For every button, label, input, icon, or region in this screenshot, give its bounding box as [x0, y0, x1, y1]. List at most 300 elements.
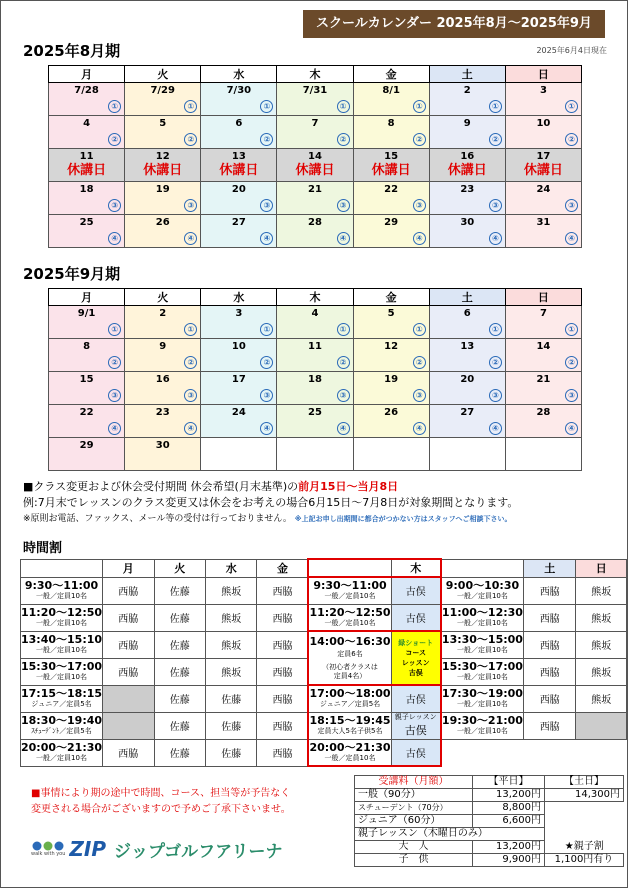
- timetable-title: 時間割: [23, 541, 63, 556]
- week-number-badge: ④: [260, 232, 273, 245]
- calendar-day: [429, 438, 505, 471]
- day-number: 28: [308, 217, 322, 228]
- slot-note: （初心者クラスは: [322, 662, 378, 671]
- day-number: 23: [155, 407, 170, 418]
- week-number-badge: ①: [565, 100, 578, 113]
- instructor: 佐藤: [154, 604, 205, 631]
- calendar-day: [49, 116, 125, 149]
- time-range: 20:00～21:30: [21, 741, 103, 754]
- course-name: コース: [405, 649, 427, 657]
- time-range: 20:00～21:30: [309, 740, 391, 754]
- calendar-day: [277, 83, 353, 116]
- calendar-day: [125, 372, 201, 405]
- day-number: 7/31: [302, 85, 328, 96]
- fee-general-label: 一般（90分）: [355, 789, 473, 802]
- day-number: 5: [387, 308, 395, 319]
- instructor: 熊坂: [206, 631, 257, 658]
- calendar-day: [49, 438, 125, 471]
- weekday-header: 日: [505, 66, 581, 83]
- calendar-day: [125, 405, 201, 438]
- instructor: 西脇: [523, 658, 575, 685]
- day-number: 30: [155, 440, 170, 451]
- calendar-day: [505, 116, 581, 149]
- holiday-label: 休講日: [67, 163, 107, 178]
- timetable: [20, 558, 627, 767]
- time-range: 13:40～15:10: [21, 633, 103, 646]
- day-number: 3: [235, 308, 243, 319]
- weekday-header: 金: [353, 66, 429, 83]
- fee-adult-weekday: 13,200円: [473, 841, 545, 854]
- course-name: レッスン: [401, 659, 430, 667]
- instructor: 佐藤: [154, 739, 205, 766]
- week-number-badge: ②: [337, 356, 350, 369]
- time-slot: [21, 739, 103, 766]
- instructor: 古俣: [408, 669, 423, 677]
- day-number: 22: [384, 184, 399, 195]
- slot-capacity: 定員6名: [337, 649, 363, 658]
- fee-discount-value: 1,100円有り: [545, 854, 624, 867]
- week-number-badge: ①: [260, 100, 273, 113]
- instructor: 熊坂: [206, 577, 257, 604]
- slot-note: 定員4名）: [333, 671, 367, 680]
- instructor: 西脇: [257, 577, 309, 604]
- time-slot: [308, 685, 391, 712]
- instructor: 西脇: [257, 631, 309, 658]
- calendar-day: [125, 215, 201, 248]
- day-number: 22: [79, 407, 94, 418]
- time-range: 9:30～11:00: [24, 579, 99, 592]
- calendar-day: [49, 339, 125, 372]
- day-number: 2: [463, 85, 471, 96]
- calendar-day: [49, 306, 125, 339]
- week-number-badge: ①: [413, 323, 426, 336]
- week-number-badge: ①: [337, 323, 350, 336]
- calendar-day: [49, 149, 125, 182]
- day-number: 11: [308, 341, 322, 352]
- calendar-day: [125, 182, 201, 215]
- calendar-day: [429, 339, 505, 372]
- week-number-badge: ②: [184, 133, 197, 146]
- calendar-day: [429, 149, 505, 182]
- contact-note: ※原則お電話、ファックス、メール等の受付は行っておりません。 ※上記お申し出期間に都合がつかない方はスタッフへご相談下さい。: [23, 514, 512, 524]
- week-number-badge: ①: [337, 100, 350, 113]
- time-range: 15:30～17:00: [441, 660, 523, 673]
- holiday-label: 休講日: [523, 163, 563, 178]
- slot-capacity: 一般／定員10名: [36, 754, 87, 762]
- day-number: 28: [536, 407, 551, 418]
- day-number: 20: [460, 374, 475, 385]
- slot-capacity: 一般／定員10名: [456, 646, 508, 654]
- change-period-note: ■クラス変更および休会受付期間 休会希望(月末基準)の前月15日～当月8日: [23, 480, 399, 493]
- week-number-badge: ④: [108, 422, 121, 435]
- day-number: 16: [460, 151, 475, 162]
- instructor: 佐藤: [154, 685, 205, 712]
- day-header: 月: [103, 559, 154, 577]
- logo-drops-icon: [31, 841, 65, 851]
- instructor: 西脇: [523, 577, 575, 604]
- day-number: 20: [231, 184, 246, 195]
- day-number: 13: [460, 341, 475, 352]
- day-number: 8: [387, 118, 395, 129]
- day-number: 9/1: [77, 308, 96, 319]
- calendar-day: [201, 405, 277, 438]
- week-number-badge: ②: [489, 133, 502, 146]
- change-notice: ■事情により期の途中で時間、コース、担当等が予告なく 変更される場合がございますので予めご了承下さいませ。: [31, 788, 291, 815]
- instructor: 西脇: [103, 604, 154, 631]
- calendar-day: [201, 306, 277, 339]
- calendar-day: [125, 438, 201, 471]
- instructor: 西脇: [103, 577, 154, 604]
- calendar-day: [49, 215, 125, 248]
- day-number: 7/28: [74, 85, 99, 96]
- week-number-badge: ④: [489, 232, 502, 245]
- calendar-day: [201, 438, 277, 471]
- time-range: 18:15～19:45: [309, 714, 391, 727]
- weekday-header: 月: [49, 66, 125, 83]
- week-number-badge: ①: [260, 323, 273, 336]
- fee-general-weekend: 14,300円: [545, 789, 624, 802]
- logo-mark: [31, 841, 65, 857]
- instructor: 西脇: [257, 739, 309, 766]
- time-range: 14:00～16:30: [309, 634, 391, 648]
- day-header: 日: [576, 559, 627, 577]
- weekday-header: 金: [353, 289, 429, 306]
- instructor: 西脇: [103, 631, 154, 658]
- fee-table: [354, 775, 624, 867]
- day-number: 16: [155, 374, 170, 385]
- instructor: 熊坂: [576, 658, 627, 685]
- day-number: 10: [231, 341, 246, 352]
- instructor: 佐藤: [206, 739, 257, 766]
- sep-period-title: 2025年9月期: [23, 265, 121, 283]
- week-number-badge: ②: [413, 133, 426, 146]
- week-number-badge: ④: [565, 422, 578, 435]
- week-number-badge: ③: [108, 389, 121, 402]
- instructor: 西脇: [257, 658, 309, 685]
- day-number: 27: [460, 407, 475, 418]
- week-number-badge: ③: [489, 389, 502, 402]
- time-slot: [308, 604, 391, 631]
- fee-junior-weekday: 6,600円: [473, 815, 545, 828]
- logo-tagline: walk with you: [31, 851, 66, 857]
- calendar-day: [277, 405, 353, 438]
- day-number: 12: [155, 151, 170, 162]
- calendar-day: [353, 438, 429, 471]
- calendar-day: [49, 182, 125, 215]
- time-slot: [21, 712, 103, 739]
- weekday-header: 木: [277, 66, 353, 83]
- day-header: 土: [523, 559, 575, 577]
- calendar-day: [429, 215, 505, 248]
- calendar-day: [277, 182, 353, 215]
- week-number-badge: ①: [108, 100, 121, 113]
- week-number-badge: ②: [413, 356, 426, 369]
- week-number-badge: ②: [108, 356, 121, 369]
- time-slot: [441, 577, 524, 604]
- instructor: 西脇: [257, 685, 309, 712]
- day-number: 14: [536, 341, 551, 352]
- time-slot: [308, 577, 391, 604]
- day-number: 7/30: [226, 85, 252, 96]
- calendar-day: [277, 116, 353, 149]
- calendar-day: [505, 182, 581, 215]
- week-number-badge: ①: [108, 323, 121, 336]
- day-number: 24: [536, 184, 551, 195]
- day-number: 17: [231, 374, 246, 385]
- calendar-day: [277, 339, 353, 372]
- slot-capacity: ｽﾁｭｰﾃﾞﾝﾄ／定員5名: [31, 727, 92, 735]
- weekday-header: 土: [429, 66, 505, 83]
- time-slot: [21, 685, 103, 712]
- calendar-day: [277, 372, 353, 405]
- week-number-badge: ②: [108, 133, 121, 146]
- calendar-day: [353, 405, 429, 438]
- weekday-header: 【平日】: [473, 776, 545, 789]
- day-number: 31: [536, 217, 551, 228]
- calendar-day: [353, 116, 429, 149]
- calendar-day: [277, 306, 353, 339]
- holiday-label: 休講日: [143, 163, 183, 178]
- week-number-badge: ②: [260, 356, 273, 369]
- weekday-header: 日: [505, 289, 581, 306]
- weekday-header: 月: [49, 289, 125, 306]
- week-number-badge: ③: [184, 199, 197, 212]
- slot-capacity: 一般／定員10名: [456, 619, 508, 627]
- calendar-day: [125, 306, 201, 339]
- slot-capacity: 一般／定員10名: [324, 618, 376, 627]
- calendar-day: [353, 306, 429, 339]
- aug-period-title: 2025年8月期: [23, 42, 121, 60]
- fee-junior-label: ジュニア（60分）: [355, 815, 473, 828]
- slot-capacity: 一般／定員10名: [36, 673, 87, 681]
- time-slot: [441, 685, 524, 712]
- day-number: 9: [159, 341, 167, 352]
- week-number-badge: ③: [108, 199, 121, 212]
- instructor: 熊坂: [576, 685, 627, 712]
- fee-adult-label: 大 人: [355, 841, 473, 854]
- week-number-badge: ④: [184, 422, 197, 435]
- course-name: 親子レッスン: [394, 713, 437, 721]
- day-number: 29: [79, 440, 94, 451]
- calendar-day: [49, 405, 125, 438]
- sep-calendar: [48, 288, 582, 471]
- calendar-day: [505, 83, 581, 116]
- week-number-badge: ④: [489, 422, 502, 435]
- calendar-day: [277, 215, 353, 248]
- calendar-day: [201, 83, 277, 116]
- calendar-day: [505, 372, 581, 405]
- week-number-badge: ④: [108, 232, 121, 245]
- week-number-badge: ④: [184, 232, 197, 245]
- calendar-day: [429, 116, 505, 149]
- time-range: 11:20～12:50: [21, 606, 103, 619]
- calendar-day: [201, 372, 277, 405]
- calendar-day: [505, 405, 581, 438]
- calendar-day: [429, 405, 505, 438]
- holiday-label: 休講日: [447, 163, 487, 178]
- week-number-badge: ③: [565, 199, 578, 212]
- calendar-day: [277, 149, 353, 182]
- as-of-date: 2025年6月4日現在: [536, 46, 607, 55]
- day-number: 18: [308, 374, 322, 385]
- time-slot: [308, 712, 391, 739]
- logo-name: ジップゴルフアリーナ: [114, 841, 283, 862]
- week-number-badge: ①: [413, 100, 426, 113]
- calendar-day: [125, 339, 201, 372]
- week-number-badge: ③: [337, 389, 350, 402]
- day-number: 7: [539, 308, 547, 319]
- week-number-badge: ③: [489, 199, 502, 212]
- week-number-badge: ④: [413, 232, 426, 245]
- instructor: 熊坂: [576, 577, 627, 604]
- time-range: 18:30～19:40: [21, 714, 103, 727]
- short-course-slot: [308, 631, 391, 685]
- instructor: 西脇: [523, 712, 575, 739]
- weekday-header: 木: [277, 289, 353, 306]
- time-slot: [21, 577, 103, 604]
- time-slot: [21, 658, 103, 685]
- day-number: 6: [235, 118, 243, 129]
- calendar-day: [353, 339, 429, 372]
- calendar-day: [505, 149, 581, 182]
- day-number: 29: [384, 217, 399, 228]
- instructor: 西脇: [523, 631, 575, 658]
- fee-discount-label: ★親子割: [564, 840, 604, 852]
- time-range: 17:15～18:15: [21, 687, 103, 700]
- fee-general-weekday: 13,200円: [473, 789, 545, 802]
- course-name: 緑ショート: [398, 639, 434, 647]
- calendar-day: [429, 372, 505, 405]
- week-number-badge: ②: [565, 133, 578, 146]
- day-number: 24: [231, 407, 246, 418]
- day-number: 14: [308, 151, 322, 162]
- week-number-badge: ③: [260, 389, 273, 402]
- time-range: 9:00～10:30: [445, 579, 520, 592]
- week-number-badge: ①: [489, 100, 502, 113]
- week-number-badge: ②: [260, 133, 273, 146]
- logo: [31, 835, 283, 863]
- slot-capacity: 一般／定員10名: [324, 592, 376, 601]
- fee-child-weekday: 9,900円: [473, 854, 545, 867]
- instructor: 佐藤: [154, 631, 205, 658]
- calendar-day: [505, 339, 581, 372]
- week-number-badge: ③: [260, 199, 273, 212]
- slot-capacity: ジュニア／定員5名: [319, 700, 381, 709]
- day-number: 8: [83, 341, 91, 352]
- week-number-badge: ③: [337, 199, 350, 212]
- week-number-badge: ②: [184, 356, 197, 369]
- instructor: 熊坂: [576, 631, 627, 658]
- calendar-day: [277, 438, 353, 471]
- weekday-header: 土: [429, 289, 505, 306]
- day-header: 火: [154, 559, 205, 577]
- day-number: 6: [463, 308, 471, 319]
- week-number-badge: ③: [413, 199, 426, 212]
- calendar-day: [353, 83, 429, 116]
- calendar-day: [429, 83, 505, 116]
- holiday-label: 休講日: [295, 163, 335, 178]
- calendar-day: [353, 372, 429, 405]
- calendar-day: [49, 372, 125, 405]
- weekday-header: 火: [125, 66, 201, 83]
- instructor: 西脇: [523, 604, 575, 631]
- calendar-day: [49, 83, 125, 116]
- fee-child-label: 子 供: [355, 854, 473, 867]
- instructor: 古俣: [391, 739, 441, 766]
- day-number: 15: [79, 374, 94, 385]
- instructor: 西脇: [523, 685, 575, 712]
- week-number-badge: ④: [413, 422, 426, 435]
- instructor: 古俣: [391, 577, 441, 604]
- calendar-day: [505, 438, 581, 471]
- time-range: 11:20～12:50: [309, 605, 391, 619]
- calendar-day: [505, 306, 581, 339]
- day-number: 23: [460, 184, 475, 195]
- time-slot: [441, 712, 524, 739]
- day-number: 17: [536, 151, 551, 162]
- weekday-header: 水: [201, 289, 277, 306]
- slot-capacity: 一般／定員10名: [456, 673, 508, 681]
- example-note: 例:7月末でレッスンのクラス変更又は休会をお考えの場合6月15日～7月8日が対象期間となります。: [23, 496, 519, 509]
- calendar-day: [353, 215, 429, 248]
- weekend-header: 【土日】: [545, 776, 624, 789]
- calendar-day: [125, 83, 201, 116]
- time-range: 19:30～21:00: [441, 714, 523, 727]
- instructor: 西脇: [257, 712, 309, 739]
- instructor: 熊坂: [206, 604, 257, 631]
- fee-parentchild-label: 親子レッスン（木曜日のみ）: [355, 828, 545, 841]
- instructor: 古俣: [404, 724, 427, 737]
- week-number-badge: ④: [337, 422, 350, 435]
- instructor: 佐藤: [206, 712, 257, 739]
- instructor: 熊坂: [576, 604, 627, 631]
- slot-capacity: 定員大人5名子供5名: [317, 727, 383, 735]
- instructor: 熊坂: [206, 658, 257, 685]
- logo-wordmark: ZIP: [69, 837, 107, 861]
- short-course-label: [391, 631, 441, 685]
- day-number: 10: [536, 118, 551, 129]
- week-number-badge: ③: [184, 389, 197, 402]
- day-header: 水: [206, 559, 257, 577]
- instructor: 西脇: [103, 658, 154, 685]
- week-number-badge: ③: [413, 389, 426, 402]
- slot-capacity: 一般／定員10名: [36, 619, 87, 627]
- day-number: 4: [83, 118, 91, 129]
- day-number: 19: [384, 374, 399, 385]
- week-number-badge: ④: [565, 232, 578, 245]
- week-number-badge: ④: [337, 232, 350, 245]
- week-number-badge: ②: [489, 356, 502, 369]
- calendar-day: [201, 339, 277, 372]
- time-slot: [441, 631, 524, 658]
- day-number: 25: [79, 217, 94, 228]
- time-range: 17:00～18:00: [309, 687, 391, 701]
- holiday-label: 休講日: [371, 163, 411, 178]
- time-range: 13:30～15:00: [441, 633, 523, 646]
- weekday-header: 水: [201, 66, 277, 83]
- day-number: 25: [308, 407, 322, 418]
- parent-child-slot: [391, 712, 441, 739]
- slot-capacity: 一般／定員10名: [36, 592, 87, 600]
- day-number: 5: [159, 118, 167, 129]
- day-number: 12: [384, 341, 399, 352]
- calendar-day: [201, 182, 277, 215]
- time-slot: [21, 631, 103, 658]
- instructor: 佐藤: [206, 685, 257, 712]
- instructor: 古俣: [391, 604, 441, 631]
- calendar-day: [353, 149, 429, 182]
- fee-student-weekday: 8,800円: [473, 802, 545, 815]
